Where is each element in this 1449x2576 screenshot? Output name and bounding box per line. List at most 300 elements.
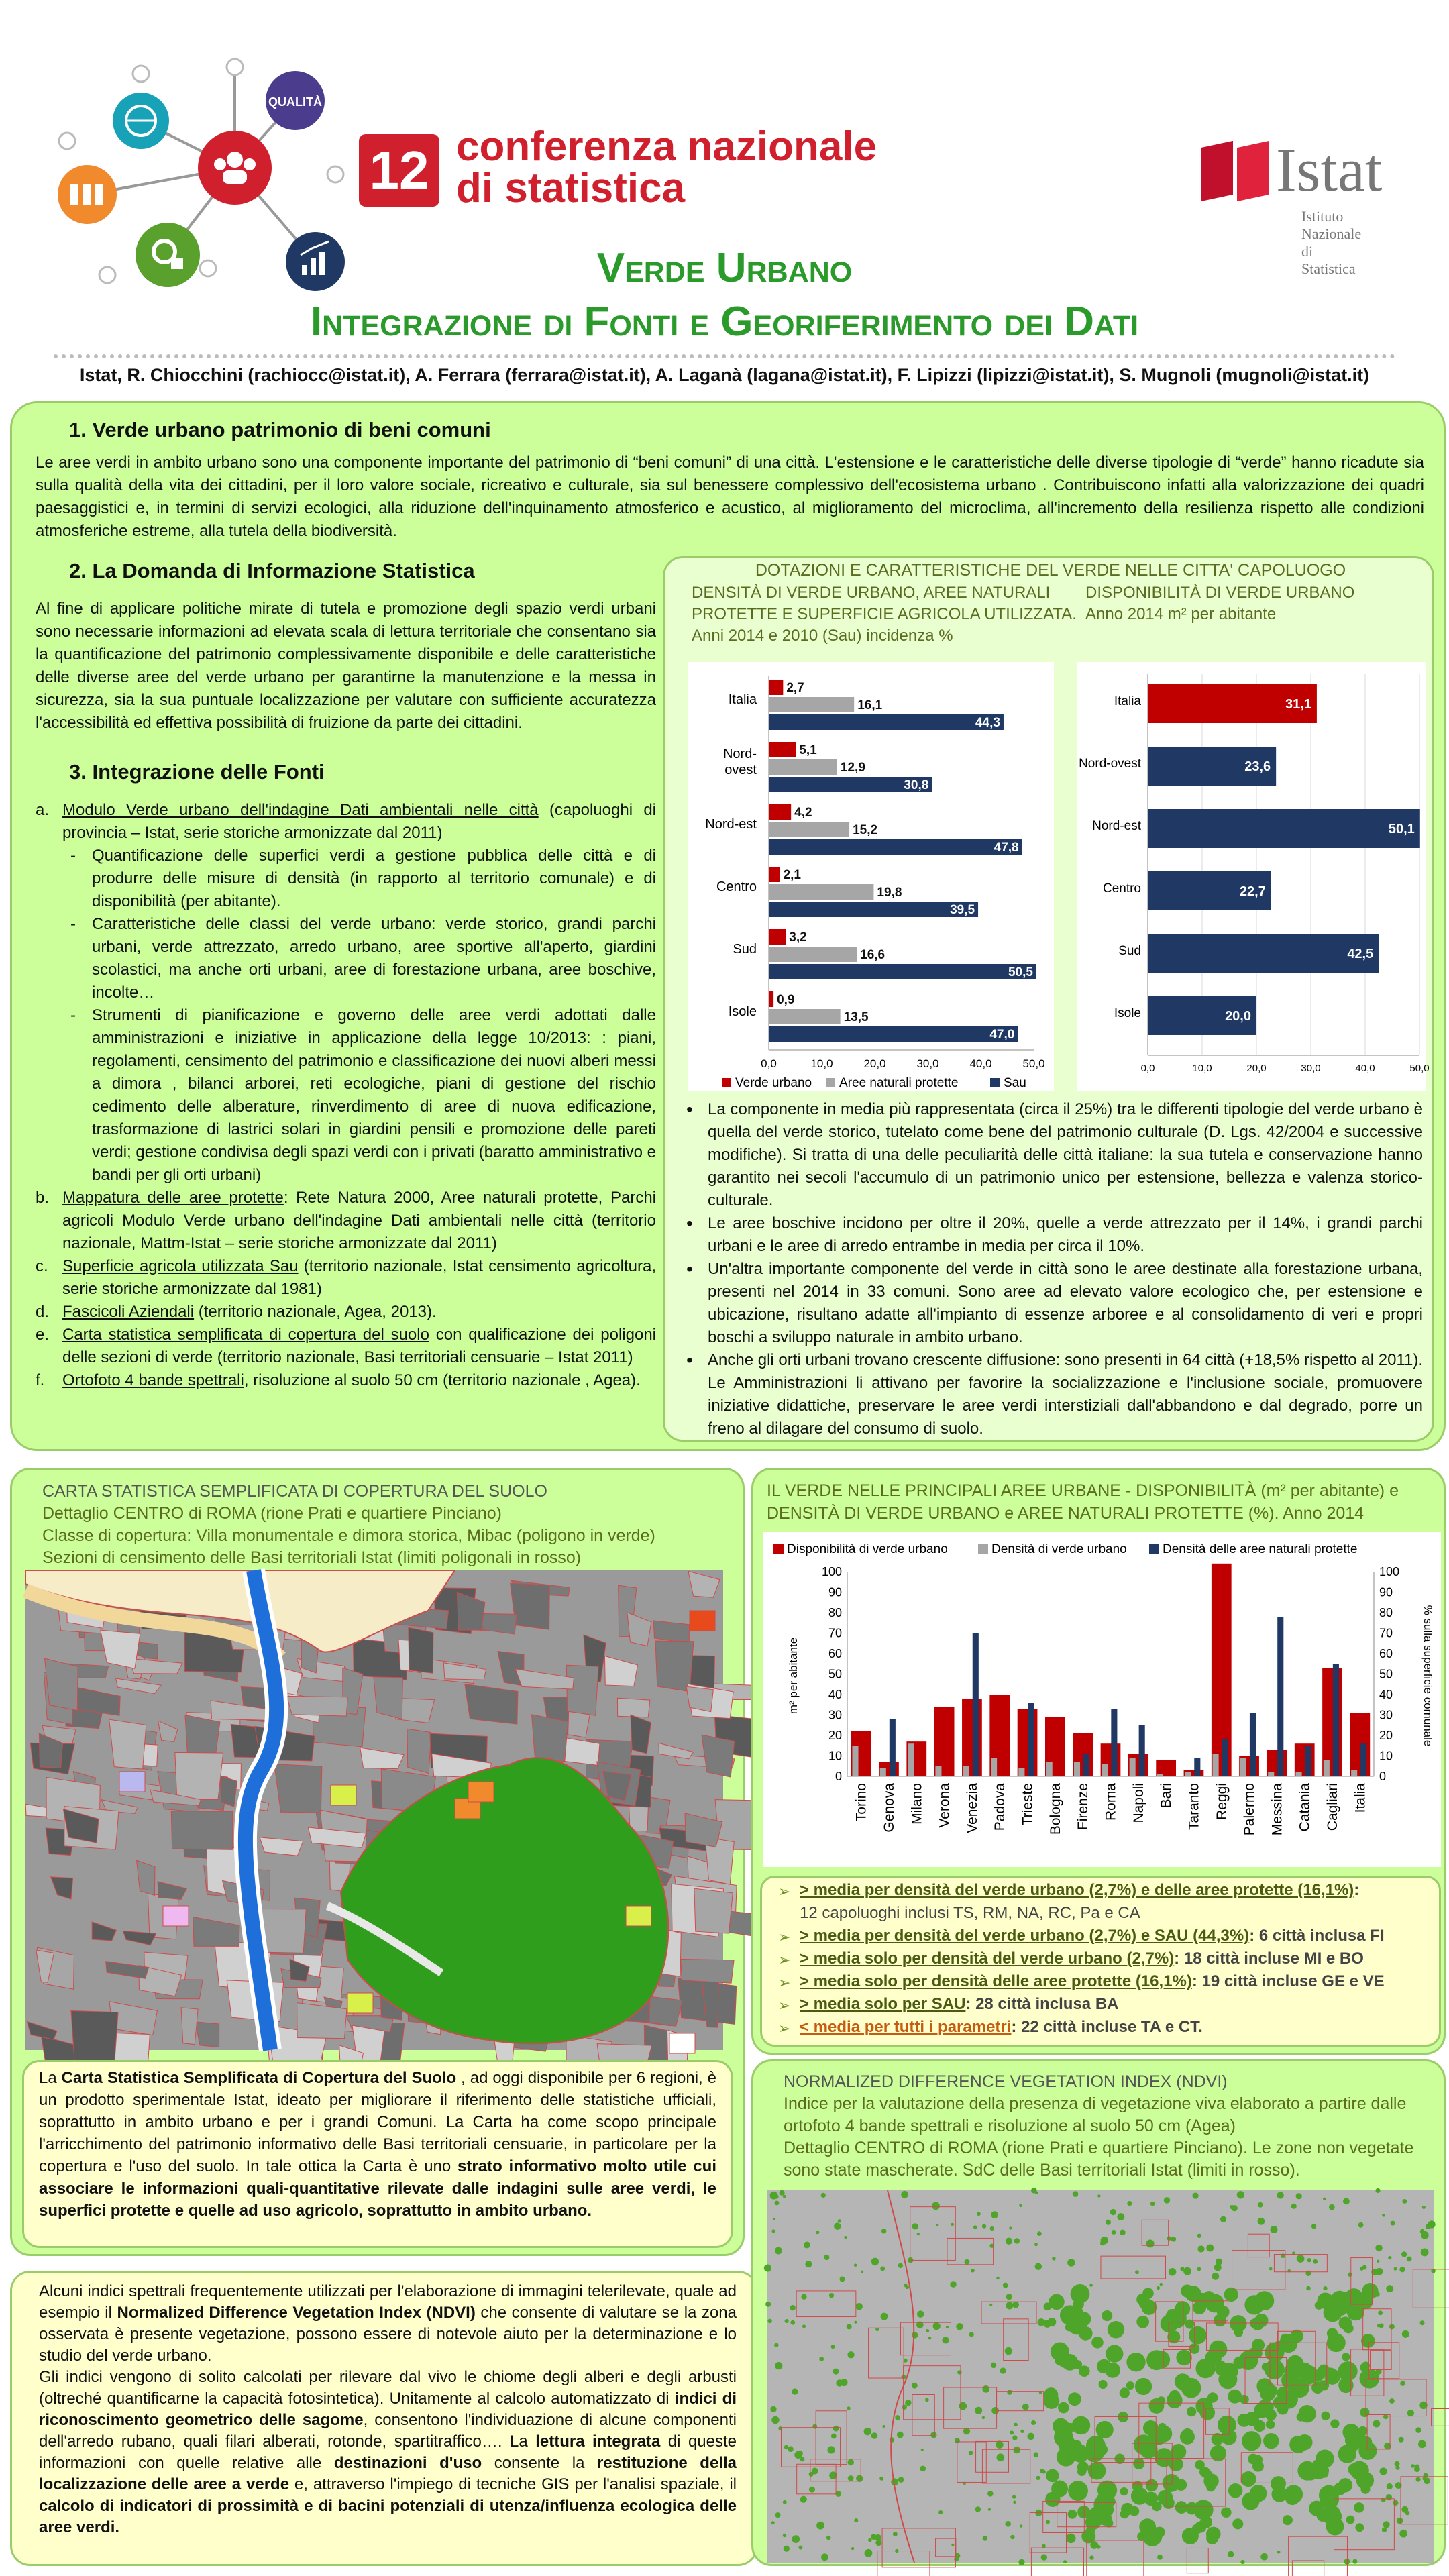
ndvi-vegetation <box>1097 2545 1101 2549</box>
ndvi-vegetation <box>861 2271 863 2273</box>
ndvi-vegetation <box>1399 2267 1405 2272</box>
chart1-data-label: 19,8 <box>877 885 902 900</box>
chart3-bar-protected <box>973 1633 979 1777</box>
ndvi-vegetation <box>812 2468 818 2475</box>
ndvi-vegetation <box>1342 2353 1350 2361</box>
istat-sub-2: di Statistica <box>1301 243 1356 277</box>
dotazioni-title: DOTAZIONI E CARATTERISTICHE DEL VERDE NELLE CITTA' CAPOLUOGO <box>755 561 1346 580</box>
chart1-legend-label: Verde urbano <box>735 1076 812 1090</box>
ndvi-vegetation <box>1167 2236 1171 2240</box>
ndvi-vegetation <box>1273 2396 1287 2410</box>
aree-bullet-result: : <box>1354 1881 1360 1899</box>
dotazioni-panel <box>663 556 1434 1442</box>
ndvi-vegetation <box>933 2322 941 2330</box>
ndvi-vegetation <box>1400 2381 1405 2386</box>
ndvi-vegetation <box>1375 2245 1382 2251</box>
chart-availability-regions <box>1077 662 1430 1091</box>
aree-bullet-criteria: > media per densità del verde urbano (2,7%) e delle aree protette (16,1%) <box>800 1881 1354 1899</box>
ndvi-vegetation <box>996 2277 999 2279</box>
ndvi-vegetation <box>1258 2202 1263 2208</box>
carta-text-bold-2: strato informativo molto utile cui associare le informazioni quali-quantitative rilevate dalle indagini sulle aree verdi, le superfici protette e quelle ad uso agricolo, soprattutto in ambito urbano. <box>39 2157 716 2220</box>
chart3-category-label: Firenze <box>1075 1783 1091 1831</box>
ndvi-vegetation <box>975 2407 982 2414</box>
ndvi-vegetation <box>826 2536 831 2540</box>
ndvi-vegetation <box>1063 2560 1067 2563</box>
ndvi-vegetation <box>1146 2239 1155 2247</box>
ndvi-vegetation <box>1230 2315 1247 2332</box>
chart3-left-tick-label: 20 <box>828 1729 842 1742</box>
chart3-legend-label: Densità delle aree naturali protette <box>1163 1542 1358 1556</box>
ndvi-vegetation <box>990 2226 994 2231</box>
chart1-data-label: 2,7 <box>786 681 804 695</box>
ndvi-vegetation <box>821 2553 828 2561</box>
ndvi-vegetation <box>1205 2350 1222 2367</box>
ndvi-vegetation <box>1344 2323 1354 2333</box>
ndvi-vegetation <box>1181 2378 1201 2398</box>
ndvi-vegetation <box>898 2263 903 2268</box>
ndvi-vegetation <box>950 2281 957 2288</box>
ndvi-vegetation <box>854 2264 857 2267</box>
ndvi-vegetation <box>774 2343 778 2347</box>
ndvi-vegetation <box>1187 2407 1196 2416</box>
ndvi-vegetation <box>1157 2286 1160 2290</box>
section3-list <box>36 799 656 1392</box>
ndvi-vegetation <box>1068 2510 1077 2519</box>
ndvi-vegetation <box>784 2546 790 2552</box>
ndvi-vegetation <box>1031 2188 1037 2194</box>
chart3-bar-density <box>1046 1762 1053 1776</box>
ndvi-vegetation <box>1171 2237 1176 2242</box>
chart1-bar <box>769 822 849 837</box>
chart1-data-label: 16,6 <box>860 948 885 962</box>
chart1-legend-label: Sau <box>1004 1076 1026 1090</box>
aree-bullet-detail: 12 capoluoghi inclusi TS, RM, NA, RC, Pa e CA <box>800 1904 1140 1922</box>
ndvi-vegetation <box>901 2191 908 2198</box>
source-a <box>36 799 656 1187</box>
ndvi-vegetation <box>928 2337 931 2339</box>
ndvi-vegetation <box>1152 2351 1170 2369</box>
globe-icon <box>113 93 169 149</box>
ndvi-vegetation <box>1037 2318 1044 2326</box>
ndvi-vegetation <box>1142 2526 1163 2546</box>
ndvi-vegetation <box>1061 2354 1078 2371</box>
ndvi-vegetation <box>883 2425 885 2428</box>
ndvi-vegetation <box>954 2557 959 2561</box>
source-c <box>36 1255 656 1301</box>
carta-text <box>39 2067 716 2222</box>
ndvi-vegetation <box>912 2332 918 2338</box>
ndvi-vegetation <box>834 2222 841 2230</box>
ndvi-text <box>39 2281 737 2538</box>
chart3-bar-density <box>1074 1762 1080 1776</box>
ndvi-vegetation <box>1379 2467 1387 2475</box>
map-polygon <box>45 1658 78 1710</box>
ndvi-vegetation <box>881 2229 886 2233</box>
ndvi-vegetation <box>1022 2404 1029 2410</box>
ndvi-vegetation <box>1420 2320 1425 2325</box>
ndvi-vegetation <box>1241 2471 1256 2487</box>
chart3-category-label: Roma <box>1103 1783 1119 1821</box>
carta-panel <box>10 1468 745 2256</box>
chart1-data-label: 13,5 <box>843 1010 869 1024</box>
dot-bullet-2: • Le aree boschive incidono per oltre il 20%, quelle a verde attrezzato per il 14%, i grandi parchi urbani e le aree di arredo entrambe in media per circa il 10%. <box>678 1212 1423 1258</box>
ndvi-vegetation <box>1375 2188 1380 2193</box>
chart-urban-areas <box>763 1532 1441 1867</box>
chart3-category-label: Italia <box>1352 1783 1368 1813</box>
chart1-tick-label: 20,0 <box>863 1057 886 1070</box>
ndvi-vegetation <box>1362 2265 1367 2270</box>
map-polygon <box>297 2003 347 2039</box>
source-f <box>36 1369 656 1392</box>
ndvi-vegetation <box>969 2451 973 2455</box>
chart2-subtitle: Anno 2014 m² per abitante <box>1085 605 1277 623</box>
chart3-bar-density <box>1213 1754 1219 1776</box>
ndvi-vegetation <box>1019 2204 1022 2207</box>
map-polygon <box>702 1735 735 1777</box>
chart3-left-tick-label: 0 <box>835 1770 842 1783</box>
chart3-bar-density <box>1351 1770 1357 1776</box>
ndvi-vegetation <box>1311 2459 1325 2473</box>
ndvi-vegetation <box>1285 2490 1300 2505</box>
chart1-category-label: Sud <box>733 942 757 957</box>
ndvi-vegetation <box>1121 2503 1134 2516</box>
ndvi-vegetation <box>1399 2530 1407 2538</box>
ndvi-vegetation <box>1218 2416 1236 2434</box>
ndvi-vegetation <box>1189 2326 1207 2345</box>
ndvi-vegetation <box>1238 2414 1251 2427</box>
ndvi-vegetation <box>1136 2316 1149 2328</box>
ndvi-vegetation <box>1163 2474 1181 2492</box>
ndvi-vegetation <box>1348 2463 1361 2476</box>
ndvi-vegetation <box>1407 2257 1412 2262</box>
aree-bullet-4 <box>770 1970 1434 1993</box>
ndvi-vegetation <box>1386 2285 1393 2292</box>
ndvi-vegetation <box>1254 2291 1274 2310</box>
carta-title-2: Dettaglio CENTRO di ROMA (rione Prati e quartiere Pinciano) <box>42 1504 502 1523</box>
chart2-category-label: Isole <box>1114 1006 1141 1020</box>
dotazioni-bullets <box>678 1098 1423 1440</box>
ndvi-vegetation <box>1127 2201 1132 2206</box>
chart3-bar-protected <box>890 1719 896 1776</box>
ndvi-vegetation <box>1171 2444 1186 2459</box>
chart1-data-label: 47,8 <box>994 841 1019 855</box>
ndvi-vegetation <box>1208 2392 1218 2403</box>
carta-text-bold-1: Carta Statistica Semplificata di Copertura del Suolo <box>61 2069 457 2087</box>
ndvi-vegetation <box>785 2319 789 2323</box>
chart3-left-tick-label: 90 <box>828 1585 842 1599</box>
ndvi-vegetation <box>1091 2337 1104 2349</box>
ndvi-vegetation <box>959 2402 967 2410</box>
carta-text-mid: , ad oggi disponibile per 6 regioni, è un prodotto sperimentale Istat, ideato per migliorare il riferimento delle statistiche ufficiali, soprattutto in ambito urbano e per i grandi Comuni. La Carta ha come scopo principale l'arricchimento del patrimonio informativo delle Basi territoriali censuarie, in particolare per la copertura e l'uso del suolo. In tale ottica la Carta è uno <box>39 2069 716 2176</box>
chart2-tick-label: 20,0 <box>1246 1063 1267 1074</box>
ndvi-vegetation <box>1071 2307 1084 2320</box>
ndvi-vegetation <box>1197 2234 1201 2238</box>
ndvi-vegetation <box>942 2337 949 2343</box>
chart1-data-label: 12,9 <box>840 761 865 775</box>
chart3-bar-density <box>935 1766 941 1776</box>
chart2-bar <box>1148 934 1379 973</box>
ndvi-vegetation <box>1269 2267 1273 2271</box>
source-e-rest: con qualificazione dei poligoni delle sezioni di verde (territorio nazionale, Basi territoriali censuarie – Istat 2011) <box>62 1326 657 1366</box>
map-feature <box>468 1782 494 1802</box>
ndvi-vegetation <box>1232 2205 1238 2211</box>
map-polygon <box>171 1811 232 1850</box>
chart-density-regions <box>688 662 1054 1091</box>
ndvi-vegetation <box>833 2426 839 2432</box>
quality-badge-icon <box>266 71 325 130</box>
map-polygon <box>71 2010 118 2064</box>
source-a-sub-1: - Quantificazione delle superfici verdi a gestione pubblica delle città e di produrre delle misure di densità (in rapporto al territorio comunale) e di disponibilità (per abitante). <box>62 845 656 913</box>
ndvi-vegetation <box>1104 2519 1113 2528</box>
chart3-bar-protected <box>1028 1703 1034 1776</box>
source-f-link: Ortofoto 4 bande spettrali <box>62 1371 244 1389</box>
section2-text: Al fine di applicare politiche mirate di tutela e promozione degli spazio verdi urbani sono necessarie informazioni ad elevata scala di lettura territoriale che consentano sia la quantificazione del patrimonio complessivamente disponibile e delle caratteristiche delle diverse aree del verde urbano per garantirne la manutenzione e la messa in sicurezza, sia la sua puntuale localizzazione per valutare con sufficiente accuratezza l'accessibilità ed effettiva possibilità di fruizione da parte dei cittadini. <box>36 600 656 732</box>
ndvi-vegetation <box>1097 2359 1111 2373</box>
chart1-bar <box>769 697 854 712</box>
chart2-title <box>1085 582 1421 625</box>
ndvi-vegetation <box>829 2293 834 2298</box>
ndvi-vegetation <box>996 2440 1004 2449</box>
ndvi-vegetation <box>1242 2492 1259 2510</box>
ndvi-vegetation <box>1010 2430 1014 2434</box>
chart3-bar-protected <box>1139 1725 1145 1776</box>
ndvi-vegetation <box>1013 2501 1016 2504</box>
ndvi-vegetation <box>1389 2398 1395 2404</box>
source-d <box>36 1301 656 1324</box>
ndvi-vegetation <box>1006 2237 1012 2244</box>
chart1-data-label: 5,1 <box>799 743 817 757</box>
chart1-category-label: Isole <box>728 1004 757 1019</box>
carta-title-3: Classe di copertura: Villa monumentale e dimora storica, Mibac (poligono in verde) <box>42 1526 655 1545</box>
chart2-category-label: Centro <box>1102 881 1141 896</box>
ndvi-vegetation <box>1117 2213 1124 2220</box>
source-b-label: b. <box>36 1189 50 1207</box>
ndvi-vegetation <box>982 2224 986 2228</box>
chart1-data-label: 30,8 <box>904 778 929 792</box>
ndvi-vegetation <box>1134 2434 1154 2455</box>
ndvi-vegetation <box>879 2477 883 2481</box>
ndvi-vegetation <box>1097 2194 1100 2197</box>
ndvi-vegetation <box>925 2398 929 2402</box>
ndvi-vegetation <box>1046 2520 1050 2524</box>
chart1-bar <box>769 742 796 757</box>
ndvi-vegetation <box>871 2534 877 2540</box>
ndvi-vegetation <box>917 2233 920 2235</box>
ndvi-vegetation <box>1214 2314 1226 2327</box>
source-c-label: c. <box>36 1257 48 1275</box>
ndvi-vegetation <box>854 2321 857 2324</box>
aree-bullet-1 <box>770 1879 1434 1925</box>
ndvi-vegetation <box>771 2416 779 2424</box>
ndvi-vegetation <box>1386 2494 1392 2500</box>
ndvi-vegetation <box>1240 2560 1244 2564</box>
chart3-category-label: Cagliari <box>1325 1783 1341 1831</box>
chart3-bar-density <box>1130 1758 1136 1776</box>
aree-bullets <box>770 1879 1434 2039</box>
chart1-bar <box>769 867 780 882</box>
aree-bullet-criteria: > media solo per densità del verde urbano (2,7%) <box>800 1949 1175 1968</box>
ndvi-vegetation <box>847 2406 850 2410</box>
ndvi-p2j: calcolo di indicatori di prossimità e di bacini potenziali di utenza/influenza ecologica delle aree verdi. <box>39 2497 737 2536</box>
source-b-rest: : Rete Natura 2000, Aree naturali protette, Parchi agricoli Modulo Verde urbano dell'indagine Dati ambientali nelle città (territorio nazionale, Mattm-Istat – serie storiche armonizzate dal 2011) <box>62 1189 656 1252</box>
ndvi-vegetation <box>775 2362 782 2369</box>
chart1-category-label: Nord-est <box>705 817 757 832</box>
ndvi-vegetation <box>778 2426 782 2430</box>
map-polygon <box>175 1752 223 1799</box>
ndvi-vegetation <box>783 2195 786 2198</box>
conference-name-line1: conferenza nazionale <box>456 123 877 170</box>
ndvi-vegetation <box>844 2236 847 2239</box>
chart3-legend-label: Disponibilità di verde urbano <box>787 1542 948 1556</box>
chart3-legend-swatch <box>978 1544 988 1554</box>
ndvi-vegetation <box>1358 2222 1364 2228</box>
chart1-subtitle: Anni 2014 e 2010 (Sau) incidenza % <box>692 627 953 645</box>
ndvi-vegetation <box>1318 2365 1330 2377</box>
ndvi-vegetation <box>1422 2206 1426 2209</box>
ndvi-vegetation <box>792 2388 798 2394</box>
ndvi-vegetation <box>1381 2498 1386 2502</box>
ndvi-vegetation <box>991 2211 998 2218</box>
chart3-bar-density <box>1240 1758 1246 1776</box>
conference-name <box>456 123 877 211</box>
chart3-bar-protected <box>1305 1746 1311 1776</box>
ndvi-vegetation <box>936 2224 938 2226</box>
ndvi-vegetation <box>983 2536 988 2541</box>
chart3-bar-availability <box>1295 1743 1315 1776</box>
ndvi-vegetation <box>875 2540 881 2546</box>
ndvi-vegetation <box>1052 2257 1056 2261</box>
dot-bullet-3: • Un'altra importante componente del verde in città sono le aree destinate alla forestazione urbana, presenti nel 2014 in 33 comuni. Sono aree ad elevato valore ecologico che, per estensione e ubicazione, risultano adatte all'impianto di essenze arboree e al consolidamento di veri e propri boschi a sviluppo naturale in ambito urbano. <box>678 1258 1423 1349</box>
ndvi-p2h: restituzione della localizzazione delle aree a verde <box>39 2454 737 2493</box>
chart1-tick-label: 50,0 <box>1022 1057 1045 1070</box>
ndvi-vegetation <box>855 2303 863 2310</box>
ndvi-vegetation <box>1206 2527 1221 2542</box>
ndvi-p2g: consente la <box>482 2454 598 2472</box>
ndvi-p2f: destinazioni d'uso <box>333 2454 482 2472</box>
ndvi-vegetation <box>1018 2559 1024 2565</box>
ndvi-vegetation <box>871 2432 878 2439</box>
chart1-bar <box>769 964 1036 979</box>
chart3-bar-density <box>1018 1768 1024 1776</box>
ndvi-vegetation <box>881 2313 888 2320</box>
source-a-sub-2: - Caratteristiche delle classi del verde urbano: verde storico, grandi parchi urbani, verde attrezzato, arredo urbano, aree sportive all'aperto, giardini scolastici, ma anche orti urbani, aree di forestazione urbana, aree boschive, incolte… <box>62 913 656 1004</box>
chart3-category-label: Genova <box>881 1783 897 1833</box>
ndvi-vegetation <box>1054 2428 1073 2447</box>
chart1-bar <box>769 759 837 775</box>
chart3-legend-label: Densità di verde urbano <box>991 1542 1127 1556</box>
chart1-legend-swatch <box>722 1078 731 1087</box>
chart1-bar <box>769 947 857 962</box>
chart2-category-label: Italia <box>1114 694 1141 708</box>
ndvi-vegetation <box>988 2508 991 2511</box>
ndvi-vegetation <box>1014 2423 1018 2427</box>
section1-text: Le aree verdi in ambito urbano sono una componente importante del patrimonio di “beni comuni” di una città. L'estensione e le caratteristiche delle diverse tipologie di “verde” hanno ricadute sia sulla qualità della vita dei cittadini, per il loro valore sociale, ricreativo e culturale, sia sul benessere complessivo dell'ecosistema urbano . Contribuiscono infatti alla valorizzazione dei quadri paesaggistici e, in termini di servizi ecologici, alla riduzione dell'inquinamento atmosferico e acustico, al miglioramento del microclima, all'incremento della resilienza rispetto alle condizioni atmosferiche estreme, alla tutela della biodiversità. <box>36 453 1424 540</box>
ndvi-vegetation <box>951 2544 954 2546</box>
chart3-bar-availability <box>1212 1564 1232 1776</box>
ndvi-vegetation <box>1260 2553 1268 2561</box>
source-e-label: e. <box>36 1326 50 1344</box>
chart3-bar-protected <box>1277 1617 1283 1776</box>
ndvi-vegetation <box>1193 2500 1214 2520</box>
ndvi-vegetation <box>1389 2324 1395 2329</box>
ndvi-vegetation <box>1120 2487 1128 2496</box>
ndvi-vegetation <box>1277 2551 1281 2554</box>
ndvi-vegetation <box>1192 2524 1202 2534</box>
ndvi-vegetation <box>1066 2534 1076 2544</box>
ndvi-vegetation <box>1105 2496 1116 2507</box>
ndvi-vegetation <box>1034 2243 1038 2246</box>
ndvi-vegetation <box>783 2500 787 2504</box>
chart3-right-tick-label: 70 <box>1379 1626 1393 1640</box>
ndvi-vegetation <box>969 2332 974 2337</box>
ndvi-vegetation <box>1010 2535 1014 2539</box>
ndvi-vegetation <box>920 2465 926 2471</box>
ndvi-map <box>767 2190 1434 2563</box>
ndvi-vegetation <box>1391 2221 1395 2226</box>
chart1-bar <box>769 884 873 900</box>
chart3-bar-density <box>991 1758 997 1776</box>
ndvi-vegetation <box>798 2546 802 2550</box>
chart3-bar-protected <box>1194 1758 1200 1776</box>
chart3-right-tick-label: 90 <box>1379 1585 1393 1599</box>
chart3-bar-density <box>852 1746 858 1776</box>
ndvi-vegetation <box>1183 2267 1191 2275</box>
ndvi-vegetation <box>1356 2472 1374 2489</box>
chart3-right-tick-label: 40 <box>1379 1688 1393 1701</box>
ndvi-map-panel <box>751 2059 1446 2566</box>
chart2-data-label: 31,1 <box>1285 697 1311 712</box>
ndvi-vegetation <box>1407 2410 1414 2416</box>
ndvi-vegetation <box>765 2302 771 2307</box>
ndvi-vegetation <box>764 2265 771 2272</box>
chart1-title <box>692 582 1094 647</box>
ndvi-vegetation <box>812 2424 817 2429</box>
ndvi-vegetation <box>775 2247 782 2255</box>
chart2-data-label: 42,5 <box>1347 947 1374 961</box>
ndvi-vegetation <box>1175 2501 1188 2514</box>
chart1-bar <box>769 929 786 945</box>
ndvi-vegetation <box>1395 2461 1400 2467</box>
ndvi-vegetation <box>1131 2487 1148 2505</box>
authors: Istat, R. Chiocchini (rachiocc@istat.it), A. Ferrara (ferrara@istat.it), A. Laganà (lagana@istat.it), F. Lipizzi (lipizzi@istat.it), S. Mugnoli (mugnoli@istat.it) <box>79 365 1370 385</box>
ndvi-vegetation <box>1200 2405 1215 2420</box>
chart1-bar <box>769 1009 841 1024</box>
chart2-tick-label: 10,0 <box>1192 1063 1212 1074</box>
ndvi-vegetation <box>792 2535 800 2543</box>
chart3-bar-availability <box>1156 1760 1176 1776</box>
ndvi-vegetation <box>1354 2297 1363 2306</box>
ndvi-vegetation <box>1228 2551 1234 2557</box>
ndvi-vegetation <box>977 2212 981 2216</box>
ndvi-vegetation <box>800 2457 804 2461</box>
ndvi-vegetation <box>816 2231 819 2234</box>
ndvi-vegetation <box>1040 2469 1044 2473</box>
source-b-link: Mappatura delle aree protette <box>62 1189 284 1207</box>
ndvi-vegetation <box>836 2379 843 2386</box>
ndvi-vegetation <box>802 2324 806 2328</box>
ndvi-vegetation <box>1218 2370 1237 2389</box>
chart1-tick-label: 10,0 <box>810 1057 833 1070</box>
chart3-category-label: Reggi <box>1214 1783 1230 1820</box>
ndvi-vegetation <box>880 2267 885 2271</box>
ndvi-vegetation <box>1014 2447 1020 2453</box>
ndvi-vegetation <box>987 2491 994 2497</box>
chart1-bar <box>769 804 791 820</box>
ndvi-vegetation <box>1020 2430 1024 2433</box>
section1-title: 1. Verde urbano patrimonio di beni comuni <box>69 418 491 441</box>
ndvi-vegetation <box>833 2369 839 2375</box>
ndvi-vegetation <box>1291 2204 1297 2209</box>
